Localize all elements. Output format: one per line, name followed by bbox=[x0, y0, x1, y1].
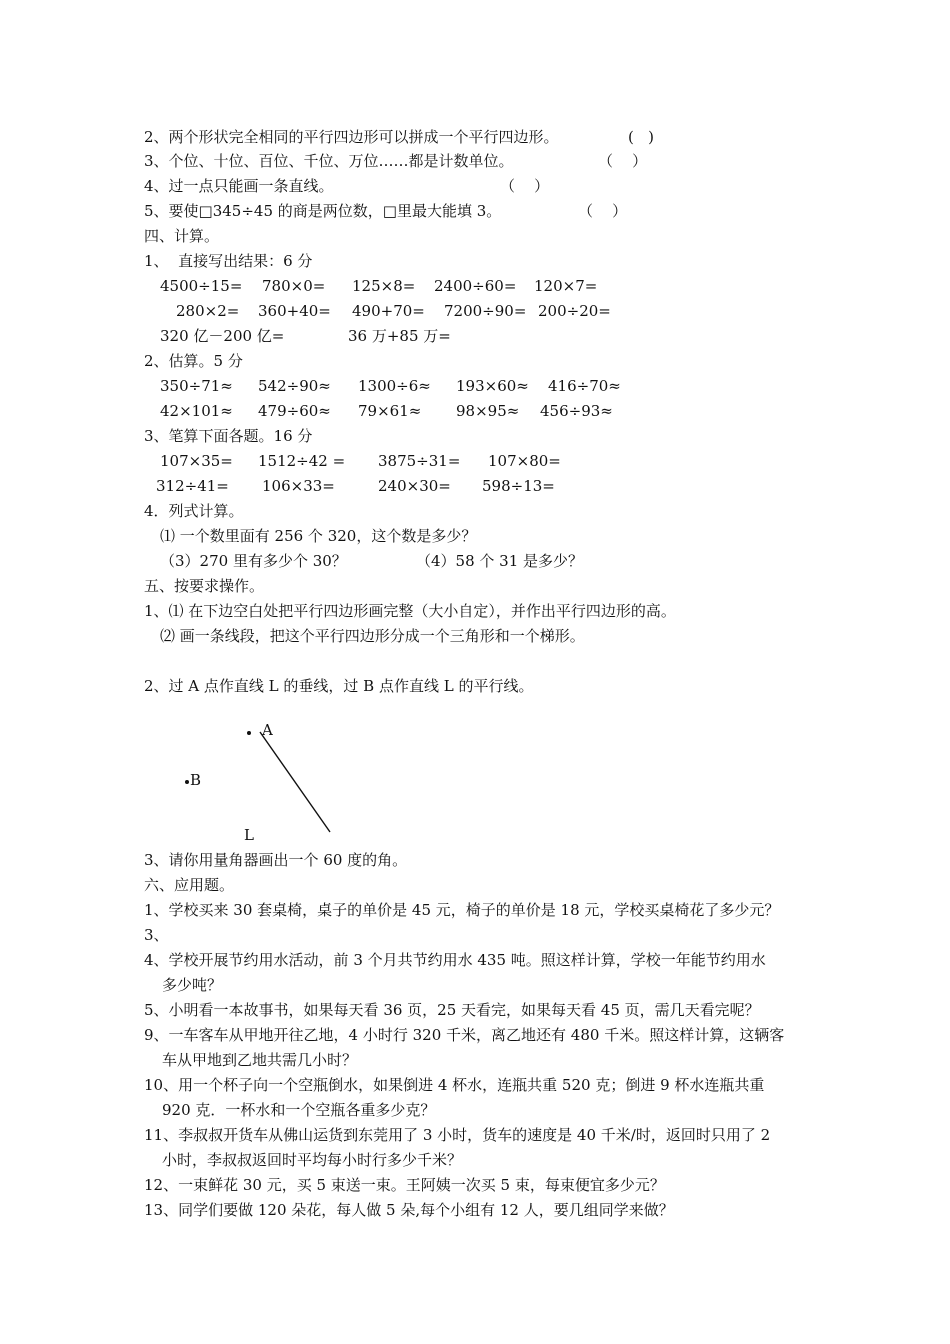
apply-q11a: 11、李叔叔开货车从佛山运货到东莞用了 3 小时，货车的速度是 40 千米/时，返回时只用了 2 bbox=[144, 1126, 771, 1144]
judge-q4: 4、过一点只能画一条直线。 bbox=[144, 177, 334, 195]
direct-item: 280×2= bbox=[176, 302, 240, 320]
direct-item: 360+40= bbox=[258, 302, 331, 320]
formula-item-4: （4）58 个 31 是多少？ bbox=[416, 552, 584, 570]
apply-q3: 3、 bbox=[144, 926, 169, 944]
written-item: 107×35= bbox=[160, 452, 233, 470]
point-a bbox=[247, 731, 251, 735]
formula-item-1: ⑴ 一个数里面有 256 个 320，这个数是多少？ bbox=[160, 527, 477, 545]
apply-q4b: 多少吨？ bbox=[162, 976, 223, 994]
estimate-item: 416÷70≈ bbox=[548, 377, 621, 395]
draw-q1b: ⑵ 画一条线段，把这个平行四边形分成一个三角形和一个梯形。 bbox=[160, 627, 585, 645]
direct-item: 36 万+85 万= bbox=[348, 327, 451, 345]
estimate-item: 456÷93≈ bbox=[540, 402, 613, 420]
written-item: 107×80= bbox=[488, 452, 561, 470]
judge-q3: 3、个位、十位、百位、千位、万位……都是计数单位。 bbox=[144, 152, 514, 170]
apply-q12: 12、一束鲜花 30 元，买 5 束送一束。王阿姨一次买 5 束，每束便宜多少元？ bbox=[144, 1176, 665, 1194]
estimate-item: 79×61≈ bbox=[358, 402, 422, 420]
direct-item: 4500÷15= bbox=[160, 277, 243, 295]
apply-q13: 13、同学们要做 120 朵花，每人做 5 朵,每个小组有 12 人，要几组同学来做？ bbox=[144, 1201, 674, 1219]
draw-q1a: 1、⑴ 在下边空白处把平行四边形画完整（大小自定），并作出平行四边形的高。 bbox=[144, 602, 676, 620]
apply-q9b: 车从甲地到乙地共需几小时？ bbox=[162, 1051, 358, 1069]
estimate-item: 98×95≈ bbox=[456, 402, 520, 420]
estimate-title: 2、估算。5 分 bbox=[144, 352, 243, 370]
estimate-item: 542÷90≈ bbox=[258, 377, 331, 395]
apply-q10a: 10、用一个杯子向一个空瓶倒水，如果倒进 4 杯水，连瓶共重 520 克；倒进 9 杯水连瓶共重 bbox=[144, 1076, 765, 1094]
direct-calc-title: 1、 直接写出结果：6 分 bbox=[144, 252, 313, 270]
formula-item-3: （3）270 里有多少个 30？ bbox=[160, 552, 347, 570]
label-l: L bbox=[244, 826, 254, 844]
section-draw-heading: 五、按要求操作。 bbox=[144, 577, 265, 595]
estimate-item: 350÷71≈ bbox=[160, 377, 233, 395]
point-b bbox=[185, 780, 189, 784]
direct-item: 320 亿－200 亿= bbox=[160, 327, 285, 345]
estimate-item: 1300÷6≈ bbox=[358, 377, 431, 395]
written-item: 1512÷42 = bbox=[258, 452, 346, 470]
apply-q9a: 9、一车客车从甲地开往乙地，4 小时行 320 千米，离乙地还有 480 千米。照这样计算，这辆客 bbox=[144, 1026, 785, 1044]
line-l bbox=[260, 732, 330, 832]
judge-q5-answer: （ ） bbox=[578, 202, 628, 220]
written-item: 240×30= bbox=[378, 477, 451, 495]
direct-item: 2400÷60= bbox=[434, 277, 517, 295]
apply-q11b: 小时，李叔叔返回时平均每小时行多少千米？ bbox=[162, 1151, 463, 1169]
written-item: 106×33= bbox=[262, 477, 335, 495]
direct-item: 200÷20= bbox=[538, 302, 611, 320]
section-calc-heading: 四、计算。 bbox=[144, 227, 220, 245]
judge-q2: 2、两个形状完全相同的平行四边形可以拼成一个平行四边形。 bbox=[144, 128, 559, 146]
written-item: 3875÷31= bbox=[378, 452, 461, 470]
draw-q3: 3、请你用量角器画出一个 60 度的角。 bbox=[144, 851, 408, 869]
label-b: B bbox=[190, 771, 202, 789]
estimate-item: 479÷60≈ bbox=[258, 402, 331, 420]
written-item: 312÷41= bbox=[156, 477, 229, 495]
apply-q5: 5、小明看一本故事书，如果每天看 36 页，25 天看完，如果每天看 45 页，需几天看完呢？ bbox=[144, 1001, 760, 1019]
direct-item: 490+70= bbox=[352, 302, 425, 320]
estimate-item: 193×60≈ bbox=[456, 377, 529, 395]
written-calc-title: 3、笔算下面各题。16 分 bbox=[144, 427, 313, 445]
judge-q4-answer: （ ） bbox=[500, 177, 550, 195]
apply-q4a: 4、学校开展节约用水活动，前 3 个月共节约用水 435 吨。照这样计算，学校一年能节约用水 bbox=[144, 951, 766, 969]
direct-item: 780×0= bbox=[262, 277, 326, 295]
label-a: A bbox=[262, 721, 273, 739]
judge-q5: 5、要使□345÷45 的商是两位数，□里最大能填 3。 bbox=[144, 202, 502, 220]
direct-item: 120×7= bbox=[534, 277, 598, 295]
judge-q3-answer: （ ） bbox=[598, 152, 648, 170]
apply-q1: 1、学校买来 30 套桌椅，桌子的单价是 45 元，椅子的单价是 18 元，学校买桌椅花了多少元？ bbox=[144, 901, 780, 919]
written-item: 598÷13= bbox=[482, 477, 555, 495]
judge-q2-answer: ( ) bbox=[628, 128, 655, 146]
apply-q10b: 920 克．一杯水和一个空瓶各重多少克？ bbox=[162, 1101, 436, 1119]
section-apply-heading: 六、应用题。 bbox=[144, 876, 235, 894]
formula-calc-title: 4．列式计算。 bbox=[144, 502, 244, 520]
direct-item: 125×8= bbox=[352, 277, 416, 295]
direct-item: 7200÷90= bbox=[444, 302, 527, 320]
estimate-item: 42×101≈ bbox=[160, 402, 233, 420]
draw-q2: 2、过 A 点作直线 L 的垂线，过 B 点作直线 L 的平行线。 bbox=[144, 677, 534, 695]
